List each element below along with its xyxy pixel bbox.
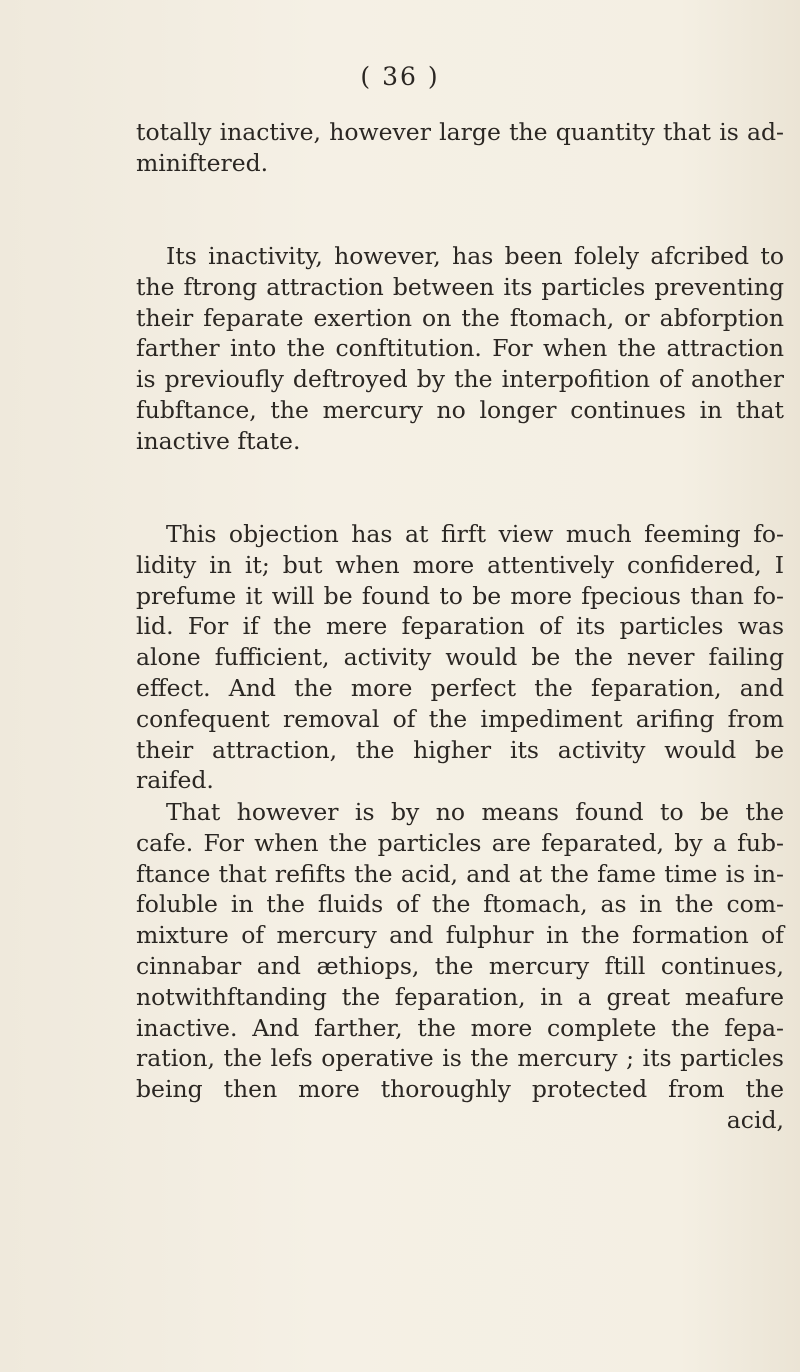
paragraph-2: [136, 241, 784, 457]
text-line: Its inactivity, however, has been folely afcribed to: [166, 242, 784, 270]
text-line: miniftered.: [136, 148, 269, 177]
text-line: is previoufly deftroyed by the interpofition of another: [136, 365, 784, 394]
text-line: inactive. And farther, the more complete the fepa-: [136, 1013, 784, 1042]
text-line: That however is by no means found to be the: [166, 798, 784, 826]
text-line: confequent removal of the impediment arifing from: [136, 704, 784, 733]
text-line: the ftrong attraction between its particles preventing: [136, 272, 784, 301]
text-line: effect. And the more perfect the feparation, and: [136, 673, 784, 702]
text-line: ration, the lefs operative is the mercury ; its particles: [136, 1044, 784, 1073]
text-line: lid. For if the mere feparation of its particles was: [136, 612, 784, 641]
text-line: totally inactive, however large the quantity that is ad-: [136, 118, 784, 146]
text-line: This objection has at firft view much feeming fo-: [166, 520, 784, 548]
catchword: acid,: [726, 1105, 784, 1134]
paragraph-3: [136, 519, 784, 796]
text-line: being then more thoroughly protected from the: [136, 1075, 784, 1104]
text-line: their feparate exertion on the ftomach, or abforption: [136, 303, 784, 332]
text-line: cafe. For when the particles are feparated, by a fub-: [136, 828, 784, 857]
text-line: inactive ftate.: [136, 426, 301, 455]
paragraph-4: [136, 797, 784, 1136]
text-line: lidity in it; but when more attentively confidered, I: [136, 550, 784, 579]
text-line: fubftance, the mercury no longer continues in that: [136, 395, 784, 424]
text-line: prefume it will be found to be more fpecious than fo-: [136, 581, 784, 610]
text-line: foluble in the fluids of the ftomach, as in the com-: [136, 890, 784, 919]
paragraph-1: [136, 117, 784, 179]
text-line: mixture of mercury and fulphur in the formation of: [136, 921, 784, 950]
page-number: ( 36 ): [360, 62, 440, 91]
text-line: alone fufficient, activity would be the never failing: [136, 643, 784, 672]
text-line: farther into the conftitution. For when the attraction: [136, 334, 784, 363]
text-line: cinnabar and æthiops, the mercury ftill continues,: [136, 951, 784, 980]
text-line: ftance that refifts the acid, and at the fame time is in-: [136, 859, 784, 888]
text-line: raifed.: [136, 766, 214, 795]
text-line: notwithftanding the feparation, in a great meafure: [136, 982, 784, 1011]
text-line: their attraction, the higher its activity would be: [136, 735, 784, 764]
